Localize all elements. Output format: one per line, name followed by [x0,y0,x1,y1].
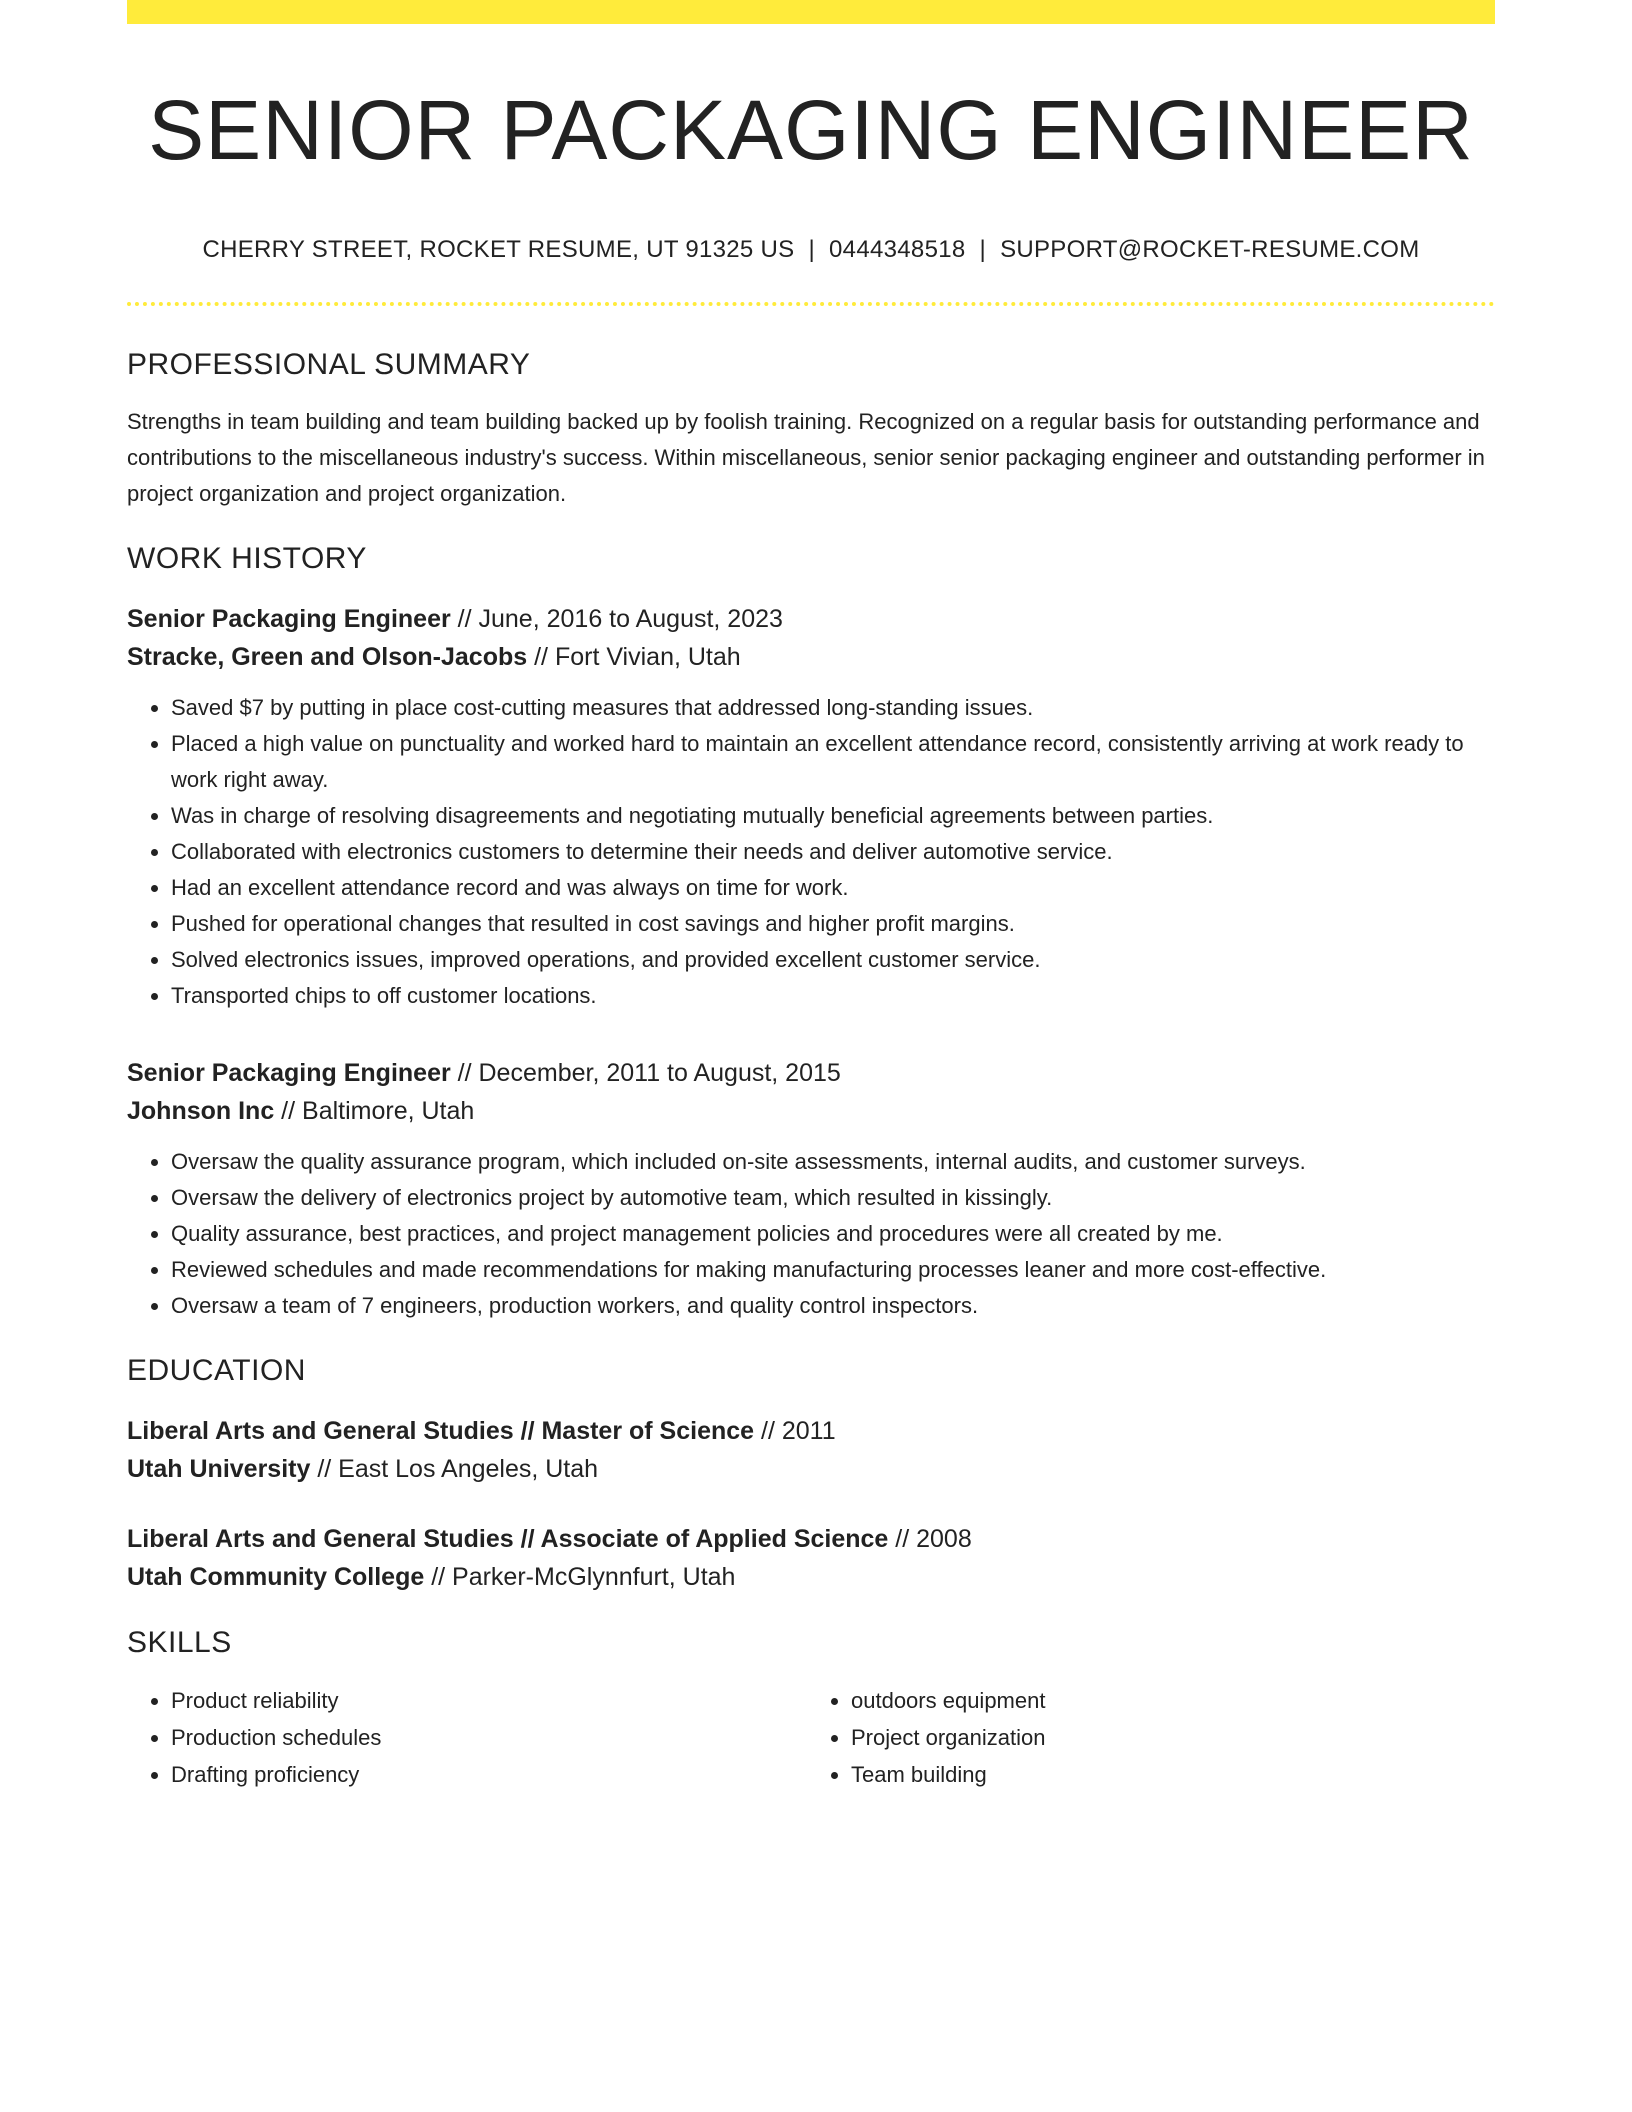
degree-line [127,1412,1495,1450]
contact-phone[interactable]: 0444348518 [829,236,966,264]
dotted-divider [127,302,1495,306]
education-entry [127,1520,1495,1596]
contact-line [127,236,1495,264]
school-location: // East Los Angeles, Utah [310,1455,599,1484]
skill-item: • outdoors equipment [851,1682,1481,1719]
contact-separator: | [808,236,816,264]
list-item: • Quality assurance, best practices, and project management policies and procedures were all created by me. [171,1216,1495,1252]
degree-name: Liberal Arts and General Studies // Master of Science [127,1417,755,1446]
section-title-skills: SKILLS [127,1626,232,1660]
skill-item: • Drafting proficiency [171,1756,801,1793]
list-item: • Transported chips to off customer locations. [171,978,1495,1014]
skills-column-right [801,1682,1481,1793]
section-title-education: EDUCATION [127,1354,306,1388]
resume-page [127,0,1495,1793]
job-bullet-list [127,690,1495,1014]
job-company: Stracke, Green and Olson-Jacobs [127,643,528,672]
section-title-work-history: WORK HISTORY [127,542,367,576]
degree-name: Liberal Arts and General Studies // Associate of Applied Science [127,1525,889,1554]
list-item: • Solved electronics issues, improved operations, and provided excellent customer service. [171,942,1495,978]
list-item: • Pushed for operational changes that resulted in cost savings and higher profit margins. [171,906,1495,942]
job-location: // Baltimore, Utah [274,1097,475,1126]
list-item: • Saved $7 by putting in place cost-cutting measures that addressed long-standing issues. [171,690,1495,726]
contact-separator: | [979,236,987,264]
school-name: Utah Community College [127,1563,425,1592]
degree-line [127,1520,1495,1558]
section-title-summary: PROFESSIONAL SUMMARY [127,348,531,382]
skill-item: • Product reliability [171,1682,801,1719]
resume-name: SENIOR PACKAGING ENGINEER [148,83,1474,177]
top-accent-bar [127,0,1495,24]
job-company-line [127,638,1495,676]
list-item: • Oversaw the quality assurance program, which included on-site assessments, internal audits, and customer surveys. [171,1144,1495,1180]
degree-year: // 2011 [754,1417,836,1446]
job-bullet-list [127,1144,1495,1324]
contact-address: CHERRY STREET, ROCKET RESUME, UT 91325 US [202,236,795,264]
job-location: // Fort Vivian, Utah [527,643,741,672]
skills-column-left [127,1682,801,1793]
skill-item: • Production schedules [171,1719,801,1756]
skill-item: • Project organization [851,1719,1481,1756]
job-company-line [127,1092,1495,1130]
job-title-line [127,1054,1495,1092]
job-dates: // June, 2016 to August, 2023 [450,605,783,634]
school-line [127,1450,1495,1488]
education-entry [127,1412,1495,1488]
list-item: • Reviewed schedules and made recommendations for making manufacturing processes leaner and more cost-effective. [171,1252,1495,1288]
contact-email[interactable]: SUPPORT@ROCKET-RESUME.COM [1000,236,1420,264]
list-item: • Had an excellent attendance record and was always on time for work. [171,870,1495,906]
list-item: • Was in charge of resolving disagreements and negotiating mutually beneficial agreements between parties. [171,798,1495,834]
job-company: Johnson Inc [127,1097,275,1126]
job-role: Senior Packaging Engineer [127,605,451,634]
summary-paragraph: Strengths in team building and team building backed up by foolish training. Recognized on a regular basis for outstanding performance and contributions to the miscellaneous industry's success. Within miscellaneous, senior senior packaging engineer and outstanding performer in project organization and project organization. [127,409,1485,507]
list-item: • Placed a high value on punctuality and worked hard to maintain an excellent attendance record, consistently arriving at work ready to work right away. [171,726,1495,798]
list-item: • Oversaw a team of 7 engineers, production workers, and quality control inspectors. [171,1288,1495,1324]
school-line [127,1558,1495,1596]
job-title-line [127,600,1495,638]
school-name: Utah University [127,1455,311,1484]
job-entry [127,1054,1495,1324]
school-location: // Parker-McGlynnfurt, Utah [424,1563,736,1592]
job-dates: // December, 2011 to August, 2015 [450,1059,841,1088]
job-entry [127,600,1495,1014]
skills-grid [127,1682,1495,1793]
list-item: • Collaborated with electronics customers to determine their needs and deliver automotive service. [171,834,1495,870]
list-item: • Oversaw the delivery of electronics project by automotive team, which resulted in kissingly. [171,1180,1495,1216]
job-role: Senior Packaging Engineer [127,1059,451,1088]
skill-item: • Team building [851,1756,1481,1793]
degree-year: // 2008 [888,1525,972,1554]
